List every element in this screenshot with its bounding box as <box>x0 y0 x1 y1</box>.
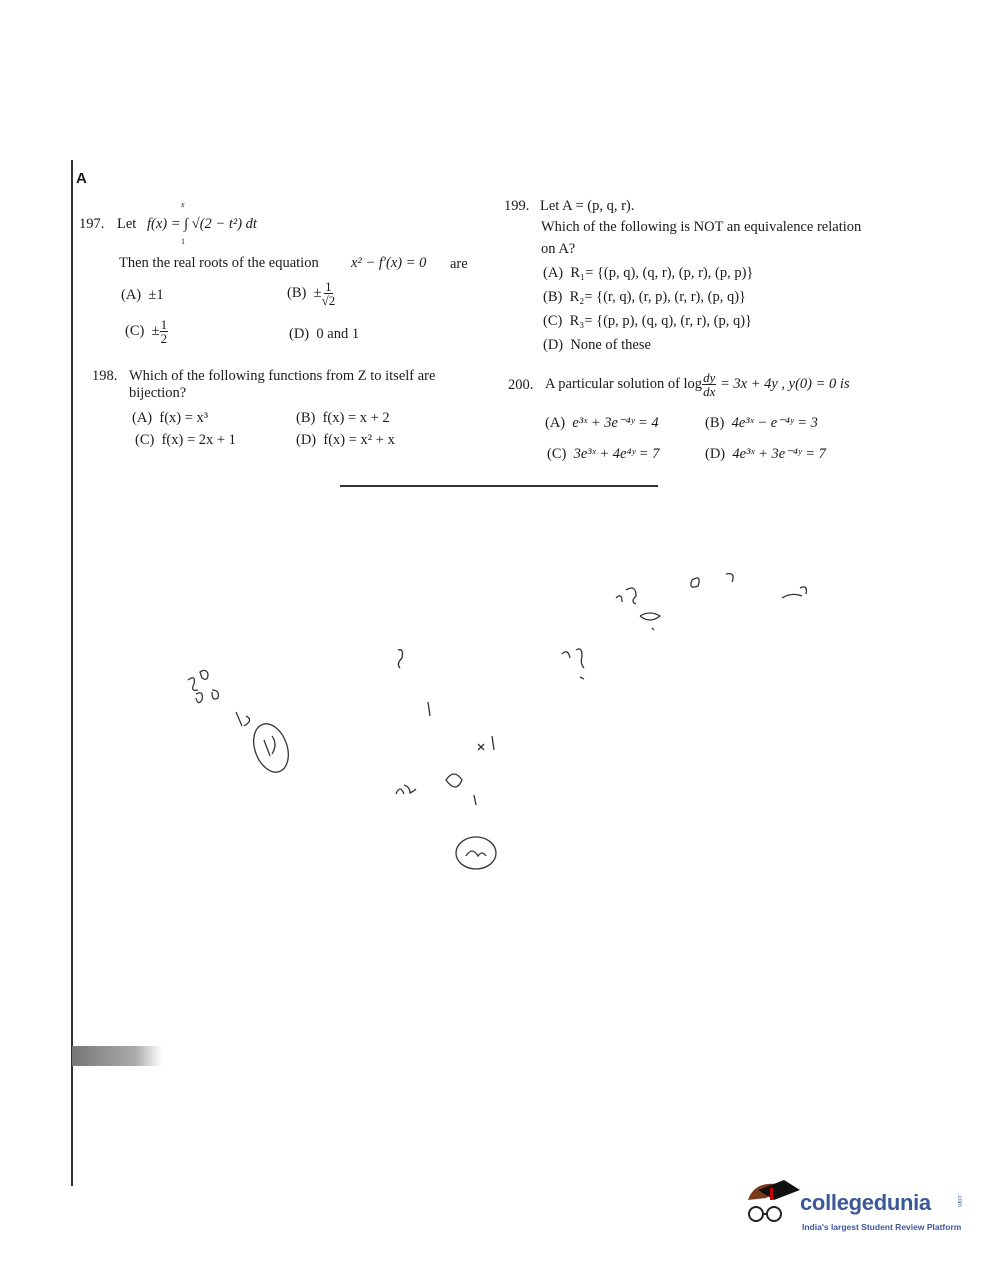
question-number: 200. <box>508 377 534 393</box>
option-c: (C) 3e³ˣ + 4e⁴ʸ = 7 <box>547 446 660 462</box>
question-stem: Then the real roots of the equation <box>119 255 319 271</box>
scan-smudge <box>72 1046 162 1066</box>
option-a: (A) R₁= {(p, q), (q, r), (p, r), (p, p)} <box>543 265 754 281</box>
option-a: (A) ±1 <box>121 287 164 303</box>
integral-lower-limit: 1 <box>181 237 185 246</box>
question-stem: Let <box>117 216 137 232</box>
question-math: f(x) = ∫ √(2 − t²) dt <box>147 216 257 232</box>
section-label: A <box>76 170 87 187</box>
option-d: (D) None of these <box>543 337 651 353</box>
question-number: 197. <box>79 216 105 232</box>
option-b: (B) ± $\frac{1}{√2}$ <box>287 279 336 308</box>
option-b: (B) R₂= {(r, q), (r, p), (r, r), (p, q)} <box>543 289 746 305</box>
option-b: (B) 4e³ˣ − e⁻⁴ʸ = 3 <box>705 415 818 431</box>
brand-tagline: India's largest Student Review Platform <box>802 1222 962 1232</box>
option-d: (D) 0 and 1 <box>289 326 360 342</box>
question-stem: A particular solution of log $\frac{dy}{dx}$ = 3x + 4y , y(0) = 0 is <box>545 370 850 400</box>
question-number: 198. <box>92 368 118 384</box>
option-b: (B) f(x) = x + 2 <box>296 410 390 426</box>
question-stem: Let A = (p, q, r). <box>540 198 635 214</box>
collegedunia-watermark <box>740 1176 962 1241</box>
option-c: (C) f(x) = 2x + 1 <box>135 432 236 448</box>
question-math: x² − f′(x) = 0 <box>351 255 427 271</box>
option-a: (A) f(x) = x³ <box>132 410 209 426</box>
option-c: (C) R₃= {(p, p), (q, q), (r, r), (p, q)} <box>543 313 752 329</box>
mascot-logo-icon <box>740 1176 800 1236</box>
question-stem: Which of the following functions from Z to itself are <box>129 368 436 384</box>
option-a: (A) e³ˣ + 3e⁻⁴ʸ = 4 <box>545 415 659 431</box>
question-stem: on A? <box>541 241 576 257</box>
option-d: (D) 4e³ˣ + 3e⁻⁴ʸ = 7 <box>705 446 826 462</box>
integral-upper-limit: x <box>181 200 185 209</box>
question-stem: Which of the following is NOT an equivalence relation <box>541 219 862 235</box>
brand-domain: .com <box>956 1194 962 1208</box>
option-c: (C) ± $\frac{1}{2}$ <box>125 317 168 346</box>
question-stem: bijection? <box>129 385 187 401</box>
question-stem: are <box>450 256 468 272</box>
option-d: (D) f(x) = x² + x <box>296 432 395 448</box>
question-number: 199. <box>504 198 530 214</box>
brand-name: collegedunia <box>800 1190 931 1215</box>
